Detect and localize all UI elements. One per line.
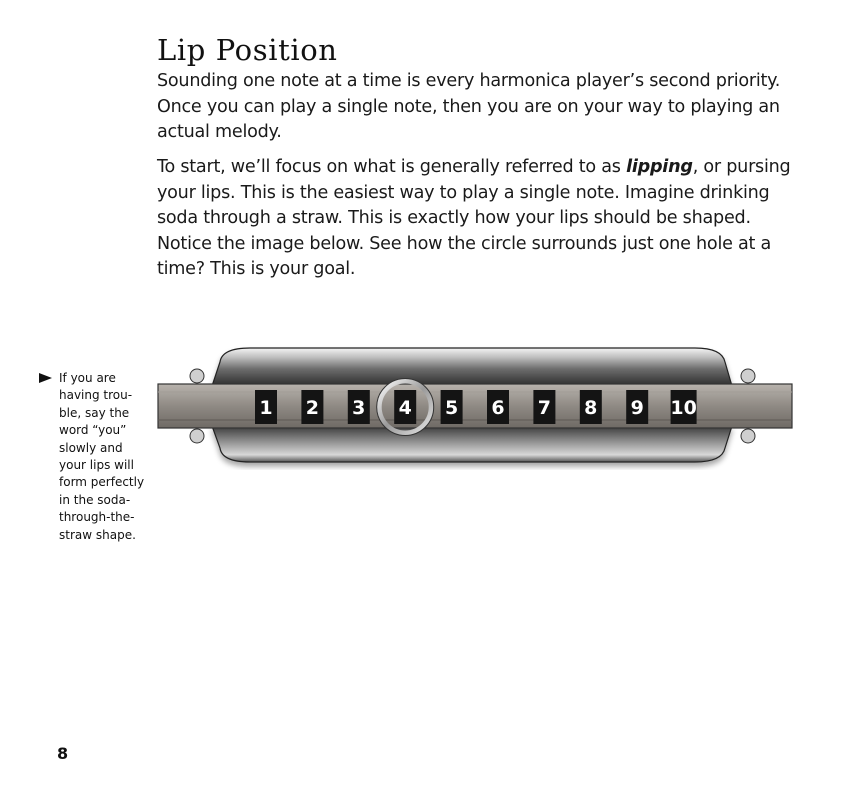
tip-line: ble, say the: [59, 405, 130, 420]
lipping-term: lipping: [626, 157, 693, 177]
lipping-paragraph-start: To start, we’ll focus on what is generally referred to as: [157, 157, 627, 177]
harmonica-comb: [158, 384, 792, 428]
hole-number-label: 3: [352, 397, 366, 419]
hole-number-label: 1: [259, 397, 273, 419]
screw-icon: [741, 369, 755, 383]
hole-number-label: 4: [398, 397, 412, 419]
lipping-paragraph-end: , or pursing your lips. This is the easiest way to play a single note. Imagine drinking soda through a straw. This is exactly how your lips should be shaped. Notice the image below. See how the circle surrounds just one hole at a time? This is your goal.: [157, 157, 791, 279]
bottom-cover-plate: [212, 426, 732, 462]
hole-number-label: 2: [305, 397, 320, 419]
sidebar-tip: [59, 370, 145, 544]
tip-line: having trou-: [59, 388, 133, 403]
page-number: 8: [57, 744, 69, 763]
tip-arrow-icon: [39, 373, 52, 383]
top-cover-plate: [212, 348, 732, 386]
tip-line: your lips will: [59, 458, 134, 473]
tip-line: slowly and: [59, 440, 123, 455]
hole-number-label: 10: [670, 397, 697, 419]
hole-number-label: 9: [630, 397, 644, 419]
lipping-paragraph: [157, 155, 797, 283]
tip-line: straw shape.: [59, 527, 136, 542]
screw-icon: [190, 429, 204, 443]
tip-line: If you are: [59, 371, 116, 385]
hole-number-label: 8: [584, 397, 598, 419]
hole-number-label: 5: [444, 397, 459, 419]
tip-line: through-the-: [59, 510, 135, 525]
harmonica-figure: [150, 340, 800, 470]
screw-icon: [741, 429, 755, 443]
tip-line: form perfectly: [59, 475, 145, 490]
tip-line: word “you”: [59, 423, 127, 438]
tip-line: in the soda-: [59, 492, 131, 507]
hole-number-label: 7: [537, 397, 552, 419]
hole-number-label: 6: [491, 397, 505, 419]
intro-paragraph: Sounding one note at a time is every harmonica player’s second priority. Once you can play a single note, then you are on your way to playing an actual melody.: [157, 71, 781, 142]
section-heading: Lip Position: [157, 33, 338, 67]
screw-icon: [190, 369, 204, 383]
